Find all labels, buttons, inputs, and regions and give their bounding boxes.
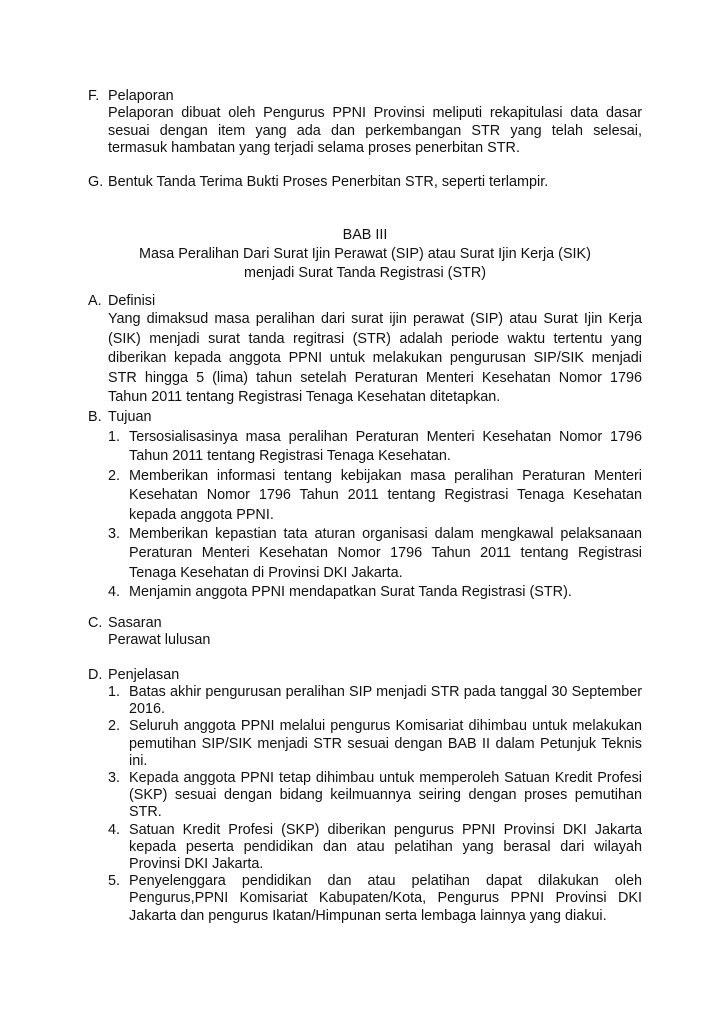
list-item-text: Seluruh anggota PPNI melalui pengurus Komisariat dihimbau untuk melakukan pemutihan SIP/SIK menjadi STR sesuai dengan BAB II dalam Petunjuk Teknis ini. — [129, 718, 642, 769]
section-letter: A. — [88, 293, 102, 309]
section-heading — [88, 293, 642, 310]
list-item-text: Memberikan informasi tentang kebijakan masa peralihan Peraturan Menteri Kesehatan Nomor 1796 Tahun 2011 tentang Registrasi Tenaga Kesehatan kepada anggota PPNI. — [129, 467, 642, 523]
list-item-number: 5. — [108, 873, 121, 890]
list-item-text: Satuan Kredit Profesi (SKP) diberikan pengurus PPNI Provinsi DKI Jakarta kepada peserta pendidikan dan atau pelatihan yang berasal dari wilayah Provinsi DKI Jakarta. — [129, 821, 642, 873]
section-penjelasan — [88, 667, 642, 925]
list-item-number: 4. — [108, 821, 121, 838]
list-item-text: Menjamin anggota PPNI mendapatkan Surat Tanda Registrasi (STR). — [129, 584, 572, 601]
section-letter: D. — [88, 667, 103, 683]
list-item-number: 1. — [108, 429, 121, 445]
section-pelaporan — [88, 88, 642, 158]
list-item-text: Batas akhir pengurusan peralihan SIP menjadi STR pada tanggal 30 September 2016. — [129, 684, 642, 718]
list-item — [108, 684, 642, 718]
section-heading — [88, 615, 642, 632]
chapter-label: BAB III — [342, 227, 388, 243]
chapter-heading — [88, 226, 642, 283]
section-title: Bentuk Tanda Terima Bukti Proses Penerbitan STR, seperti terlampir. — [108, 174, 549, 190]
list-item-number: 2. — [108, 467, 121, 484]
section-body: Yang dimaksud masa peralihan dari surat ijin perawat (SIP) atau Surat Ijin Kerja (SIK) menjadi surat tanda regitrasi (STR) adalah periode waktu tertentu yang diberikan kepada anggota PPNI untuk melakukan pengurusan SIP/SIK menjadi STR hingga 5 (lima) tahun setelah Peraturan Menteri Kesehatan Nomor 1796 Tahun 2011 tentang Registrasi Tenaga Kesehatan ditetapkan. — [108, 311, 642, 406]
section-title: Penjelasan — [108, 667, 180, 683]
list-item-number: 4. — [108, 584, 121, 601]
list-item — [108, 428, 642, 467]
section-heading — [88, 409, 642, 426]
section-body: Perawat lulusan — [108, 632, 211, 648]
list-item-number: 2. — [108, 718, 121, 735]
section-letter: B. — [88, 409, 102, 425]
section-title: Definisi — [108, 293, 156, 309]
list-item — [108, 873, 642, 925]
section-bentuk-tanda-terima — [88, 174, 642, 191]
section-heading — [88, 667, 642, 684]
list-item — [108, 822, 642, 874]
list-item-text: Penyelenggara pendidikan dan atau pelatihan dapat dilakukan oleh Pengurus,PPNI Komisariat Kabupaten/Kota, Pengurus PPNI Provinsi DKI Jakarta dan pengurus Ikatan/Himpunan serta lembaga lainnya yang diakui. — [129, 873, 642, 924]
section-title: Sasaran — [108, 615, 162, 631]
section-letter: F. — [88, 88, 100, 104]
penjelasan-list — [108, 684, 642, 925]
list-item-number: 1. — [108, 684, 121, 700]
section-title: Pelaporan — [108, 88, 174, 104]
list-item-text: Kepada anggota PPNI tetap dihimbau untuk memperoleh Satuan Kredit Profesi (SKP) sesuai dengan bidang keilmuannya seiring dengan proses pemutihan STR. — [129, 770, 642, 821]
list-item — [108, 525, 642, 583]
tujuan-list — [108, 428, 642, 603]
list-item-number: 3. — [108, 526, 121, 543]
chapter-title-line-1: Masa Peralihan Dari Surat Ijin Perawat (SIP) atau Surat Ijin Kerja (SIK) — [139, 246, 591, 262]
chapter-title-line-2: menjadi Surat Tanda Registrasi (STR) — [243, 265, 487, 281]
list-item — [108, 467, 642, 525]
section-body: Pelaporan dibuat oleh Pengurus PPNI Provinsi meliputi rekapitulasi data dasar sesuai dengan item yang ada dan perkembangan STR yang telah selesai, termasuk hambatan yang terjadi selama proses penerbitan STR. — [108, 105, 642, 157]
section-definisi — [88, 293, 642, 408]
list-item — [108, 583, 642, 602]
section-title: Tujuan — [108, 409, 152, 425]
section-letter: G. — [88, 174, 104, 190]
section-heading — [88, 174, 642, 191]
list-item-number: 3. — [108, 770, 121, 787]
list-item — [108, 718, 642, 770]
section-heading — [88, 88, 642, 105]
list-item-text: Tersosialisasinya masa peralihan Peraturan Menteri Kesehatan Nomor 1796 Tahun 2011 tentang Registrasi Tenaga Kesehatan. — [129, 429, 642, 465]
section-letter: C. — [88, 615, 103, 631]
list-item-text: Memberikan kepastian tata aturan organisasi dalam mengkawal pelaksanaan Peraturan Menteri Kesehatan Nomor 1796 Tahun 2011 tentang Registrasi Tenaga Kesehatan di Provinsi DKI Jakarta. — [129, 526, 642, 581]
section-sasaran — [88, 615, 642, 650]
section-tujuan — [88, 409, 642, 603]
list-item — [108, 770, 642, 822]
